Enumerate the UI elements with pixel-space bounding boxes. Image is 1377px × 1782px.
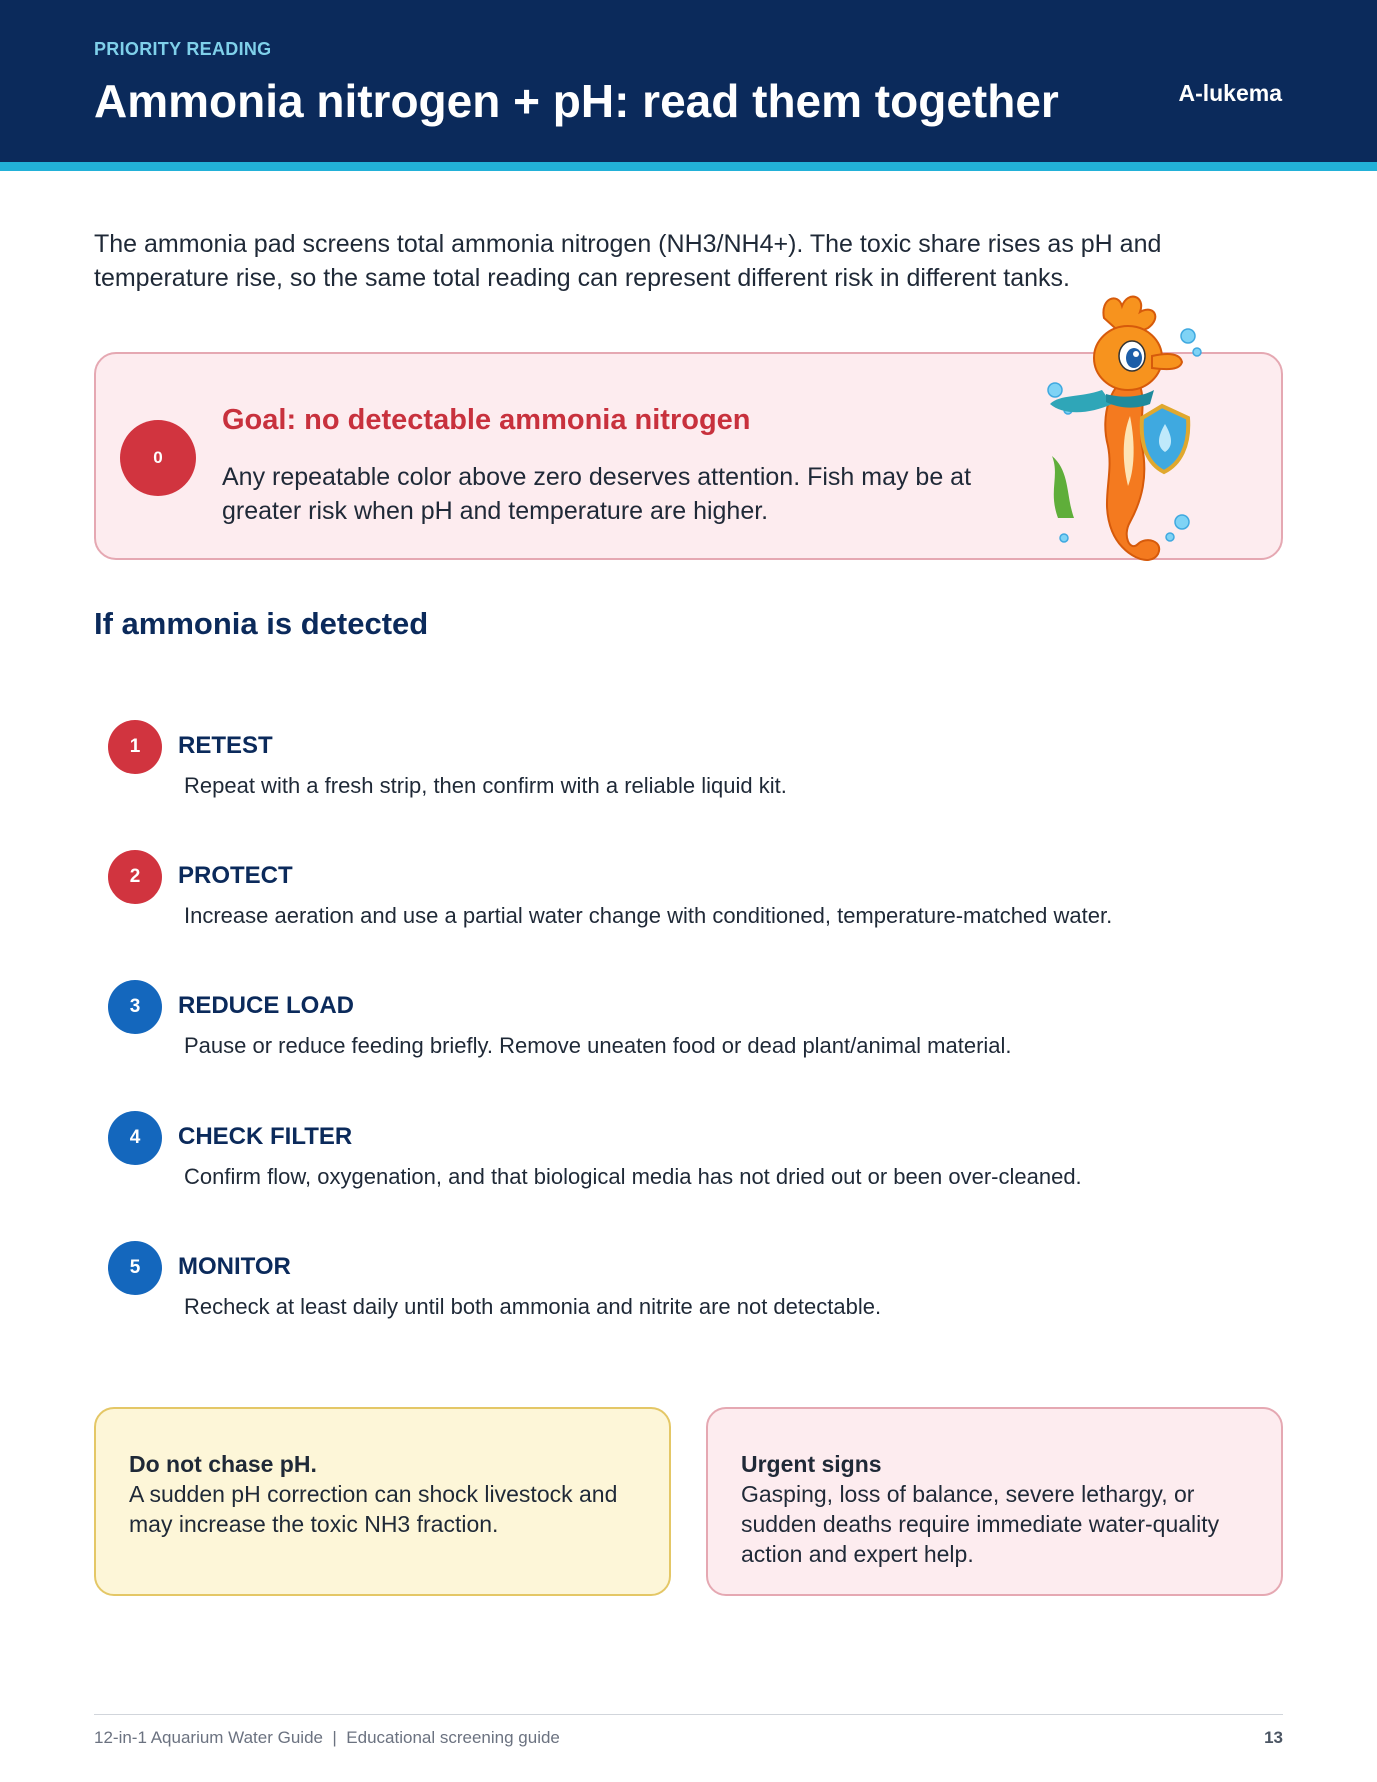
eyebrow-label: PRIORITY READING: [94, 39, 272, 59]
step-title: REDUCE LOAD: [178, 992, 355, 1019]
step-title: MONITOR: [178, 1253, 291, 1280]
step-number-badge: 3: [108, 980, 162, 1034]
step-check-filter: [108, 1111, 1258, 1211]
section-title: If ammonia is detected: [94, 606, 429, 641]
step-monitor: [108, 1241, 1258, 1341]
step-description: Increase aeration and use a partial water change with conditioned, temperature-matched water.: [184, 903, 1113, 928]
step-number-badge: 4: [108, 1111, 162, 1165]
step-title: RETEST: [178, 732, 273, 759]
brand-name: A-lukema: [1178, 80, 1282, 106]
step-title: PROTECT: [178, 862, 293, 889]
step-number-badge: 1: [108, 720, 162, 774]
step-number-badge: 5: [108, 1241, 162, 1295]
goal-title: Goal: no detectable ammonia nitrogen: [222, 404, 751, 436]
page-number: 13: [1264, 1728, 1283, 1747]
step-protect: [108, 850, 1258, 950]
caution-card: [94, 1407, 671, 1596]
caution-card-text: A sudden pH correction can shock livestock and may increase the toxic NH3 fraction.: [129, 1481, 618, 1537]
footer-divider: [94, 1714, 1283, 1715]
footer-text: 12-in-1 Aquarium Water Guide | Educational screening guide: [94, 1728, 560, 1747]
urgent-card-title: Urgent signs: [741, 1451, 882, 1477]
step-reduce-load: [108, 980, 1258, 1080]
step-description: Pause or reduce feeding briefly. Remove uneaten food or dead plant/animal material.: [184, 1033, 1012, 1058]
page-title: Ammonia nitrogen + pH: read them together: [94, 75, 1059, 127]
urgent-card: [706, 1407, 1283, 1596]
header-accent-stripe: [0, 162, 1377, 171]
step-description: Repeat with a fresh strip, then confirm with a reliable liquid kit.: [184, 773, 787, 798]
step-retest: [108, 720, 1258, 820]
seahorse-mascot-icon: [1030, 286, 1215, 601]
goal-badge: 0: [120, 420, 196, 496]
step-description: Recheck at least daily until both ammonia and nitrite are not detectable.: [184, 1294, 882, 1319]
step-number-badge: 2: [108, 850, 162, 904]
goal-text: Any repeatable color above zero deserves attention. Fish may be at greater risk when pH and temperature are higher.: [222, 463, 972, 525]
urgent-card-text: Gasping, loss of balance, severe lethargy, or sudden deaths require immediate water-quality action and expert help.: [741, 1481, 1220, 1567]
step-description: Confirm flow, oxygenation, and that biological media has not dried out or been over-cleaned.: [184, 1164, 1082, 1189]
caution-card-title: Do not chase pH.: [129, 1451, 317, 1477]
step-title: CHECK FILTER: [178, 1123, 353, 1150]
intro-paragraph: The ammonia pad screens total ammonia nitrogen (NH3/NH4+). The toxic share rises as pH and temperature rise, so the same total reading can represent different risk in different tanks.: [94, 230, 1162, 292]
